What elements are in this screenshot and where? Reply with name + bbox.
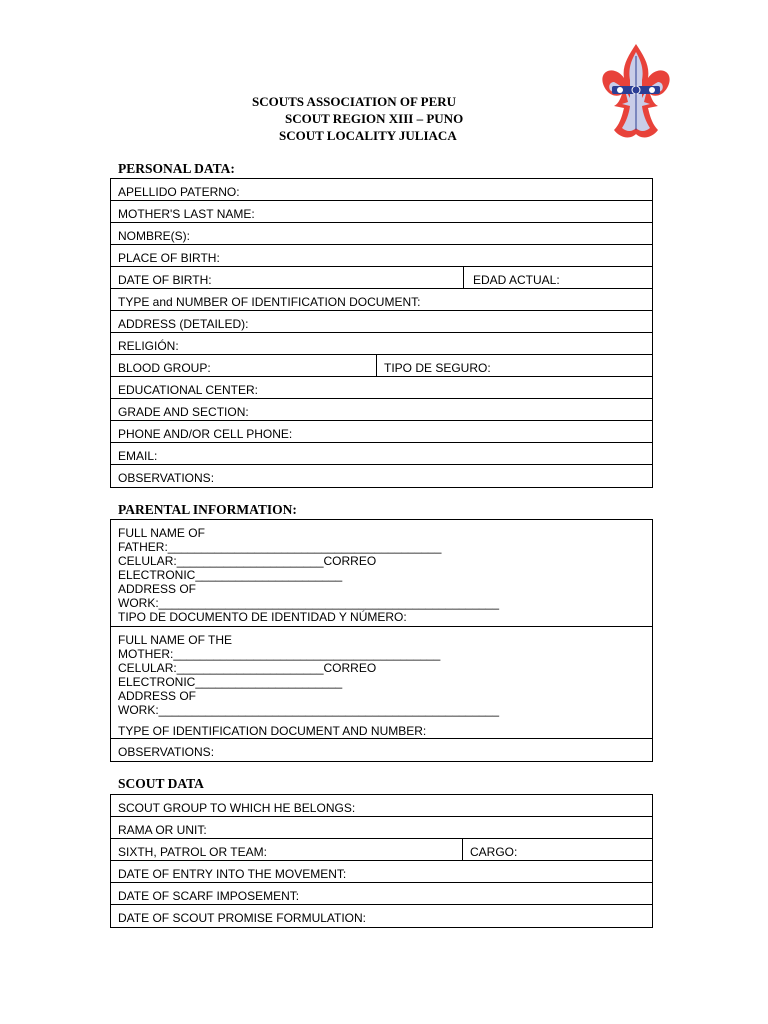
- mother-work-line[interactable]: WORK:___________________________________________________: [118, 703, 500, 717]
- row-names: [111, 223, 652, 245]
- header-region: SCOUT REGION XIII – PUNO: [285, 111, 464, 126]
- field-blood-group[interactable]: BLOOD GROUP:: [118, 361, 211, 375]
- mother-id-document-line[interactable]: TYPE OF IDENTIFICATION DOCUMENT AND NUMBER:: [118, 724, 427, 738]
- row-paternal-surname: [111, 179, 652, 201]
- field-names[interactable]: NOMBRE(S):: [118, 229, 190, 243]
- field-email[interactable]: EMAIL:: [118, 449, 158, 463]
- field-scout-group[interactable]: SCOUT GROUP TO WHICH HE BELONGS:: [118, 801, 356, 815]
- row-father-info: [111, 520, 652, 627]
- row-phone: [111, 421, 652, 443]
- field-insurance-type[interactable]: TIPO DE SEGURO:: [376, 355, 652, 376]
- field-entry-date[interactable]: DATE OF ENTRY INTO THE MOVEMENT:: [118, 867, 347, 881]
- field-promise-date[interactable]: DATE OF SCOUT PROMISE FORMULATION:: [118, 911, 367, 925]
- row-date-of-birth: [111, 267, 652, 289]
- field-date-of-birth[interactable]: DATE OF BIRTH:: [118, 273, 212, 287]
- personal-data-table: [110, 178, 653, 488]
- father-work-address-label: ADDRESS OF: [118, 582, 197, 596]
- section-title-scout: SCOUT DATA: [118, 776, 204, 791]
- father-name-label: FULL NAME OF: [118, 526, 205, 540]
- father-cell-email-line[interactable]: CELULAR:______________________CORREO: [118, 554, 377, 568]
- row-grade-section: [111, 399, 652, 421]
- mother-cell-email-line[interactable]: CELULAR:______________________CORREO: [118, 661, 377, 675]
- row-scout-group: [111, 795, 652, 817]
- father-id-document-line[interactable]: TIPO DE DOCUMENTO DE IDENTIDAD Y NÚMERO:: [118, 610, 407, 624]
- field-religion[interactable]: RELIGIÓN:: [118, 339, 179, 353]
- mother-info-block[interactable]: [111, 627, 652, 738]
- row-place-of-birth: [111, 245, 652, 267]
- field-position[interactable]: CARGO:: [462, 839, 652, 860]
- row-id-document: [111, 289, 652, 311]
- row-parental-observations: [111, 739, 652, 761]
- field-address[interactable]: ADDRESS (DETAILED):: [118, 317, 249, 331]
- parental-info-table: [110, 519, 653, 762]
- field-observations[interactable]: OBSERVATIONS:: [118, 471, 215, 485]
- mother-name-label: FULL NAME OF THE: [118, 633, 233, 647]
- field-grade-section[interactable]: GRADE AND SECTION:: [118, 405, 249, 419]
- row-mother-info: [111, 627, 652, 739]
- father-info-block[interactable]: [111, 520, 652, 626]
- field-current-age[interactable]: EDAD ACTUAL:: [463, 267, 652, 288]
- section-title-personal: PERSONAL DATA:: [118, 161, 235, 176]
- row-mother-last-name: [111, 201, 652, 223]
- row-email: [111, 443, 652, 465]
- field-parental-observations[interactable]: OBSERVATIONS:: [118, 745, 215, 759]
- field-id-document[interactable]: TYPE and NUMBER OF IDENTIFICATION DOCUMENT:: [118, 295, 421, 309]
- row-observations: [111, 465, 652, 487]
- field-phone[interactable]: PHONE AND/OR CELL PHONE:: [118, 427, 293, 441]
- mother-work-address-label: ADDRESS OF: [118, 689, 197, 703]
- field-patrol[interactable]: SIXTH, PATROL OR TEAM:: [118, 845, 267, 859]
- scout-fleur-de-lis-logo: [600, 42, 672, 142]
- row-branch: [111, 817, 652, 839]
- row-patrol: [111, 839, 652, 861]
- field-mother-last-name[interactable]: MOTHER'S LAST NAME:: [118, 207, 255, 221]
- father-work-line[interactable]: WORK:___________________________________________________: [118, 596, 500, 610]
- logo-star-left: [617, 87, 623, 93]
- field-educational-center[interactable]: EDUCATIONAL CENTER:: [118, 383, 259, 397]
- row-entry-date: [111, 861, 652, 883]
- field-scarf-date[interactable]: DATE OF SCARF IMPOSEMENT:: [118, 889, 300, 903]
- section-title-parental: PARENTAL INFORMATION:: [118, 502, 297, 517]
- field-place-of-birth[interactable]: PLACE OF BIRTH:: [118, 251, 220, 265]
- header-locality: SCOUT LOCALITY JULIACA: [279, 128, 457, 143]
- mother-electronic-line[interactable]: ELECTRONIC______________________: [118, 675, 343, 689]
- row-promise-date: [111, 905, 652, 927]
- row-scarf-date: [111, 883, 652, 905]
- scout-data-table: [110, 794, 653, 928]
- field-branch[interactable]: RAMA OR UNIT:: [118, 823, 207, 837]
- mother-name-line[interactable]: MOTHER:________________________________________: [118, 647, 441, 661]
- row-address: [111, 311, 652, 333]
- row-educational-center: [111, 377, 652, 399]
- father-name-line[interactable]: FATHER:_________________________________________: [118, 540, 442, 554]
- row-religion: [111, 333, 652, 355]
- row-blood-group: [111, 355, 652, 377]
- father-electronic-line[interactable]: ELECTRONIC______________________: [118, 568, 343, 582]
- logo-star-right: [649, 87, 655, 93]
- field-paternal-surname[interactable]: APELLIDO PATERNO:: [118, 185, 240, 199]
- header-association: SCOUTS ASSOCIATION OF PERU: [252, 94, 457, 109]
